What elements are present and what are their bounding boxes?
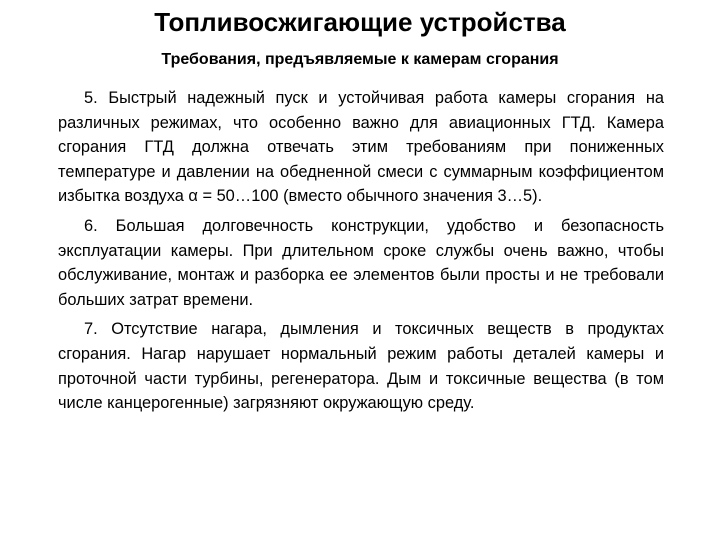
paragraph-7: 7. Отсутствие нагара, дымления и токсичных веществ в продуктах сгорания. Нагар нарушает нормальный режим работы деталей камеры и проточной части турбины, регенератора. Дым и токсичные вещества (в том числе канцерогенные) загрязняют окружающую среду.: [58, 320, 664, 413]
slide-body: [58, 86, 664, 421]
slide-title: Топливосжигающие устройства: [154, 7, 566, 37]
paragraph-5: 5. Быстрый надежный пуск и устойчивая работа камеры сгорания на различных режимах, что особенно важно для авиационных ГТД. Камера сгорания ГТД должна отвечать этим требованиям при пониженных температуре и давлении на обедненной смеси с суммарным коэффициентом избытка воздуха α = 50…100 (вместо обычного значения 3…5).: [58, 89, 664, 206]
slide-subtitle: Требования, предъявляемые к камерам сгорания: [161, 51, 559, 68]
paragraph-6: 6. Большая долговечность конструкции, удобство и безопасность эксплуатации камеры. При длительном сроке службы очень важно, чтобы обслуживание, монтаж и разборка ее элементов были просты и не требовали больших затрат времени.: [58, 216, 664, 309]
